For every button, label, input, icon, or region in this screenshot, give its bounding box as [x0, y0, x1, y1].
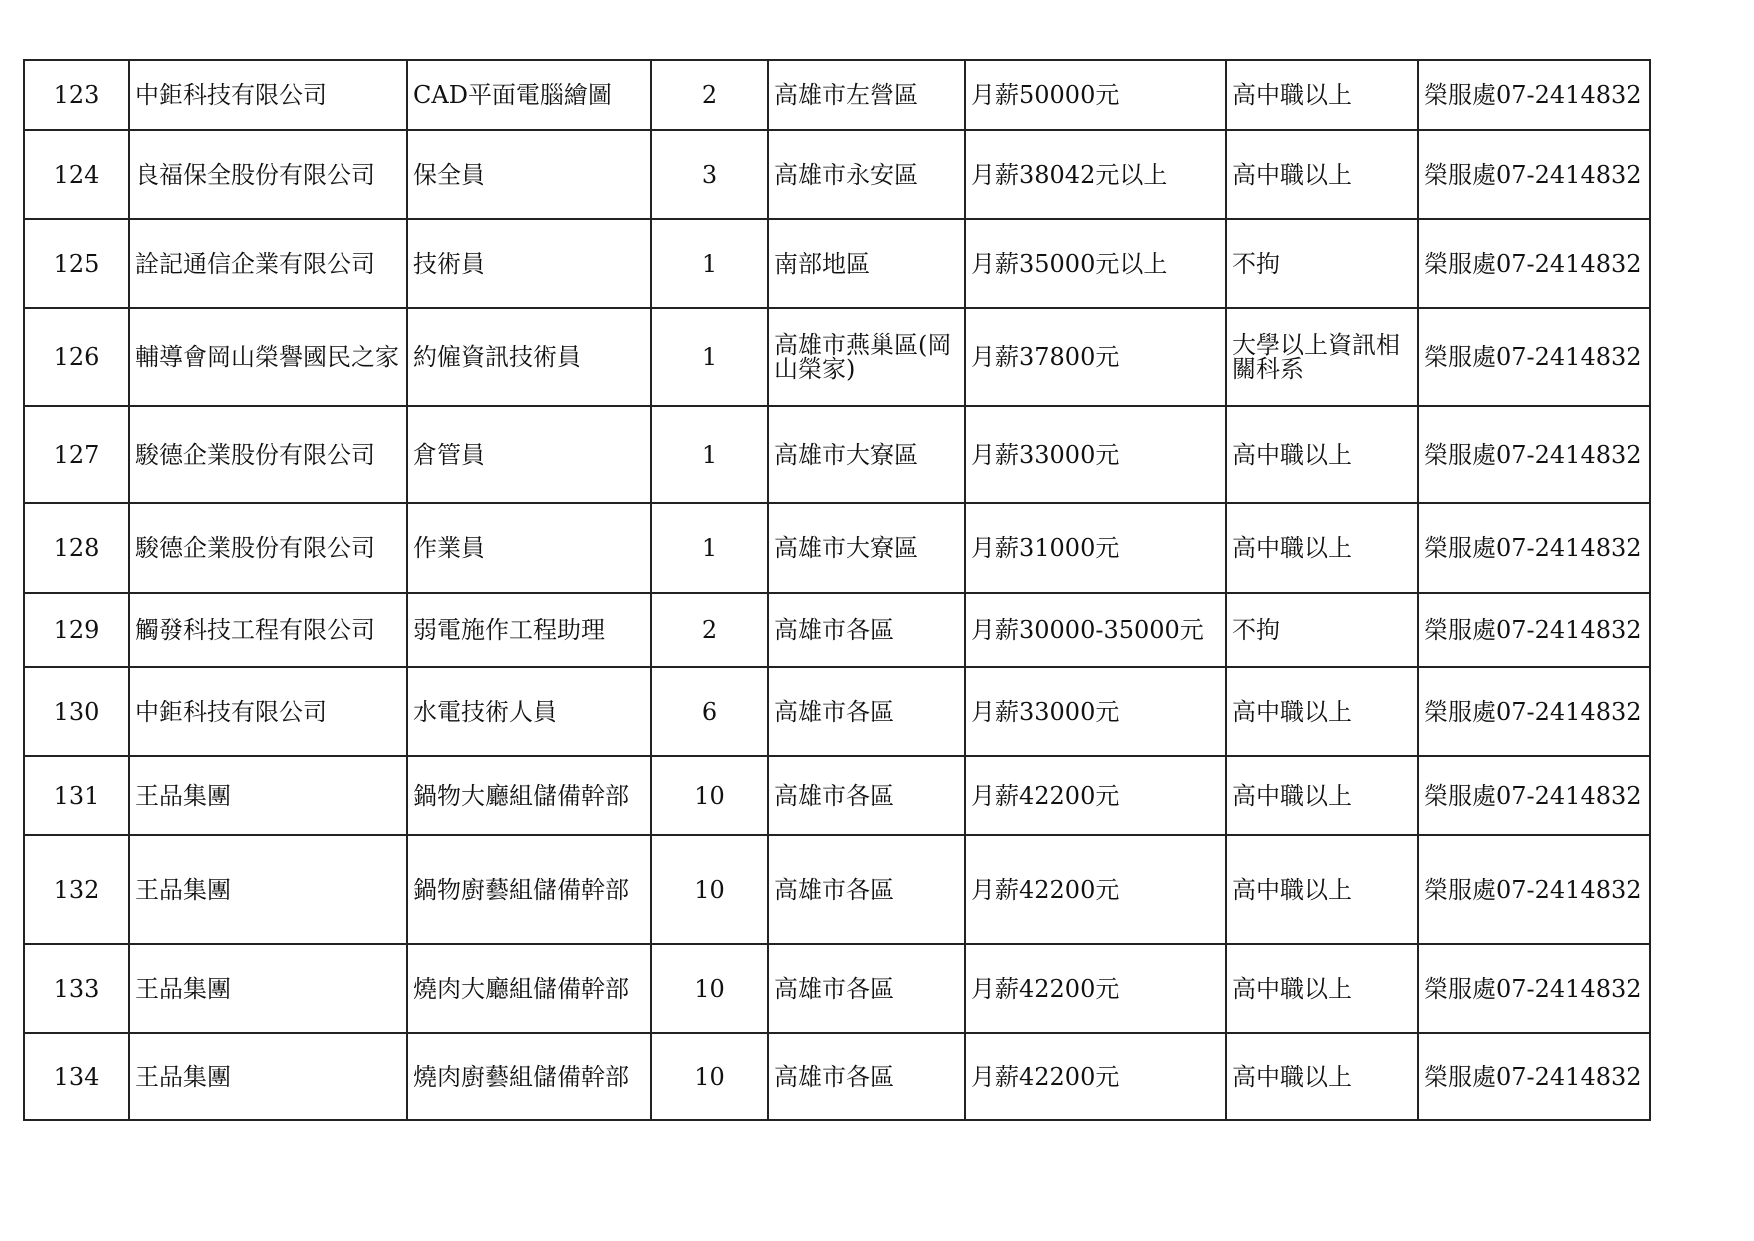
contact-info-cell: 榮服處07-2414832 — [1418, 835, 1650, 944]
headcount-cell: 2 — [651, 593, 768, 667]
salary-cell: 月薪37800元 — [965, 308, 1226, 406]
contact-info-cell: 榮服處07-2414832 — [1418, 60, 1650, 130]
row-number-cell: 123 — [24, 60, 129, 130]
contact-info-cell: 榮服處07-2414832 — [1418, 308, 1650, 406]
headcount-cell: 10 — [651, 1033, 768, 1120]
job-listings-table — [23, 59, 1651, 1121]
contact-info-cell: 榮服處07-2414832 — [1418, 219, 1650, 308]
job-title-cell: 作業員 — [407, 503, 651, 593]
education-requirement-cell: 不拘 — [1226, 219, 1418, 308]
table-row — [24, 308, 1650, 406]
education-requirement-cell: 高中職以上 — [1226, 60, 1418, 130]
work-location-cell: 高雄市燕巢區(岡山榮家) — [768, 308, 965, 406]
salary-cell: 月薪42200元 — [965, 835, 1226, 944]
salary-cell: 月薪30000-35000元 — [965, 593, 1226, 667]
work-location-cell: 高雄市各區 — [768, 593, 965, 667]
company-name-cell: 駿德企業股份有限公司 — [129, 406, 407, 503]
row-number-cell: 124 — [24, 130, 129, 219]
company-name-cell: 駿德企業股份有限公司 — [129, 503, 407, 593]
row-number-cell: 134 — [24, 1033, 129, 1120]
salary-cell: 月薪33000元 — [965, 406, 1226, 503]
education-requirement-cell: 大學以上資訊相關科系 — [1226, 308, 1418, 406]
salary-cell: 月薪38042元以上 — [965, 130, 1226, 219]
company-name-cell: 良福保全股份有限公司 — [129, 130, 407, 219]
work-location-cell: 高雄市大寮區 — [768, 503, 965, 593]
salary-cell: 月薪42200元 — [965, 944, 1226, 1033]
education-requirement-cell: 不拘 — [1226, 593, 1418, 667]
job-title-cell: 鍋物大廳組儲備幹部 — [407, 756, 651, 835]
company-name-cell: 詮記通信企業有限公司 — [129, 219, 407, 308]
company-name-cell: 中鉅科技有限公司 — [129, 667, 407, 756]
table-row — [24, 406, 1650, 503]
table-row — [24, 503, 1650, 593]
contact-info-cell: 榮服處07-2414832 — [1418, 406, 1650, 503]
education-requirement-cell: 高中職以上 — [1226, 503, 1418, 593]
job-title-cell: 鍋物廚藝組儲備幹部 — [407, 835, 651, 944]
salary-cell: 月薪31000元 — [965, 503, 1226, 593]
education-requirement-cell: 高中職以上 — [1226, 756, 1418, 835]
salary-cell: 月薪42200元 — [965, 1033, 1226, 1120]
table-row — [24, 944, 1650, 1033]
job-title-cell: 倉管員 — [407, 406, 651, 503]
job-title-cell: 燒肉大廳組儲備幹部 — [407, 944, 651, 1033]
company-name-cell: 輔導會岡山榮譽國民之家 — [129, 308, 407, 406]
company-name-cell: 王品集團 — [129, 756, 407, 835]
job-title-cell: 技術員 — [407, 219, 651, 308]
row-number-cell: 129 — [24, 593, 129, 667]
row-number-cell: 126 — [24, 308, 129, 406]
headcount-cell: 10 — [651, 835, 768, 944]
table-row — [24, 130, 1650, 219]
work-location-cell: 高雄市各區 — [768, 667, 965, 756]
headcount-cell: 3 — [651, 130, 768, 219]
salary-cell: 月薪33000元 — [965, 667, 1226, 756]
work-location-cell: 高雄市各區 — [768, 1033, 965, 1120]
job-title-cell: 燒肉廚藝組儲備幹部 — [407, 1033, 651, 1120]
job-title-cell: 水電技術人員 — [407, 667, 651, 756]
headcount-cell: 1 — [651, 503, 768, 593]
job-title-cell: 保全員 — [407, 130, 651, 219]
job-title-cell: CAD平面電腦繪圖 — [407, 60, 651, 130]
work-location-cell: 高雄市大寮區 — [768, 406, 965, 503]
headcount-cell: 1 — [651, 219, 768, 308]
row-number-cell: 133 — [24, 944, 129, 1033]
education-requirement-cell: 高中職以上 — [1226, 406, 1418, 503]
contact-info-cell: 榮服處07-2414832 — [1418, 756, 1650, 835]
headcount-cell: 2 — [651, 60, 768, 130]
job-rows — [24, 60, 1650, 1120]
education-requirement-cell: 高中職以上 — [1226, 835, 1418, 944]
headcount-cell: 1 — [651, 406, 768, 503]
job-title-cell: 約僱資訊技術員 — [407, 308, 651, 406]
headcount-cell: 6 — [651, 667, 768, 756]
education-requirement-cell: 高中職以上 — [1226, 1033, 1418, 1120]
education-requirement-cell: 高中職以上 — [1226, 130, 1418, 219]
table-row — [24, 756, 1650, 835]
salary-cell: 月薪50000元 — [965, 60, 1226, 130]
work-location-cell: 高雄市各區 — [768, 944, 965, 1033]
row-number-cell: 127 — [24, 406, 129, 503]
headcount-cell: 1 — [651, 308, 768, 406]
table-row — [24, 60, 1650, 130]
table-row — [24, 667, 1650, 756]
work-location-cell: 高雄市左營區 — [768, 60, 965, 130]
table-row — [24, 219, 1650, 308]
work-location-cell: 高雄市永安區 — [768, 130, 965, 219]
contact-info-cell: 榮服處07-2414832 — [1418, 944, 1650, 1033]
contact-info-cell: 榮服處07-2414832 — [1418, 503, 1650, 593]
table-row — [24, 1033, 1650, 1120]
row-number-cell: 125 — [24, 219, 129, 308]
company-name-cell: 王品集團 — [129, 944, 407, 1033]
headcount-cell: 10 — [651, 756, 768, 835]
work-location-cell: 南部地區 — [768, 219, 965, 308]
table-row — [24, 835, 1650, 944]
contact-info-cell: 榮服處07-2414832 — [1418, 1033, 1650, 1120]
job-title-cell: 弱電施作工程助理 — [407, 593, 651, 667]
salary-cell: 月薪35000元以上 — [965, 219, 1226, 308]
company-name-cell: 中鉅科技有限公司 — [129, 60, 407, 130]
row-number-cell: 128 — [24, 503, 129, 593]
work-location-cell: 高雄市各區 — [768, 835, 965, 944]
table-row — [24, 593, 1650, 667]
contact-info-cell: 榮服處07-2414832 — [1418, 130, 1650, 219]
company-name-cell: 王品集團 — [129, 835, 407, 944]
row-number-cell: 132 — [24, 835, 129, 944]
headcount-cell: 10 — [651, 944, 768, 1033]
row-number-cell: 131 — [24, 756, 129, 835]
salary-cell: 月薪42200元 — [965, 756, 1226, 835]
company-name-cell: 王品集團 — [129, 1033, 407, 1120]
education-requirement-cell: 高中職以上 — [1226, 944, 1418, 1033]
row-number-cell: 130 — [24, 667, 129, 756]
contact-info-cell: 榮服處07-2414832 — [1418, 593, 1650, 667]
contact-info-cell: 榮服處07-2414832 — [1418, 667, 1650, 756]
work-location-cell: 高雄市各區 — [768, 756, 965, 835]
education-requirement-cell: 高中職以上 — [1226, 667, 1418, 756]
company-name-cell: 觸發科技工程有限公司 — [129, 593, 407, 667]
